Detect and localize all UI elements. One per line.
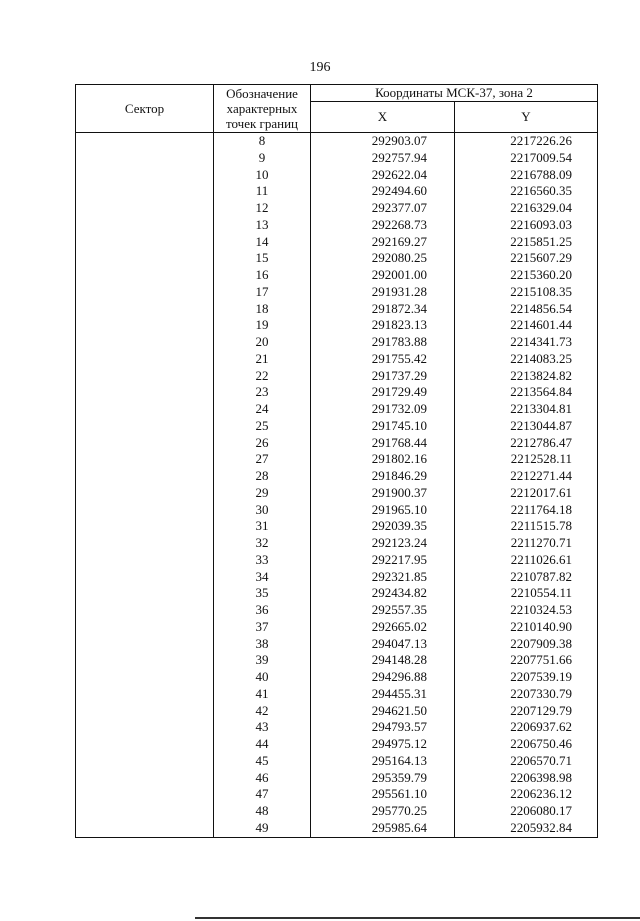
cell-y: 2216788.09 bbox=[455, 167, 598, 184]
cell-x: 291846.29 bbox=[311, 468, 455, 485]
table-row bbox=[76, 602, 598, 619]
table-row bbox=[76, 250, 598, 267]
cell-x: 291965.10 bbox=[311, 502, 455, 519]
header-x: X bbox=[311, 102, 455, 133]
cell-point: 11 bbox=[214, 183, 311, 200]
cell-point: 33 bbox=[214, 552, 311, 569]
cell-y: 2206750.46 bbox=[455, 736, 598, 753]
table-row bbox=[76, 384, 598, 401]
cell-point: 26 bbox=[214, 435, 311, 452]
cell-sector bbox=[76, 317, 214, 334]
table-row bbox=[76, 451, 598, 468]
cell-point: 46 bbox=[214, 770, 311, 787]
cell-sector bbox=[76, 518, 214, 535]
cell-point: 36 bbox=[214, 602, 311, 619]
cell-y: 2210140.90 bbox=[455, 619, 598, 636]
table-row bbox=[76, 686, 598, 703]
table-row bbox=[76, 284, 598, 301]
cell-y: 2215607.29 bbox=[455, 250, 598, 267]
cell-point: 29 bbox=[214, 485, 311, 502]
cell-point: 49 bbox=[214, 820, 311, 837]
table-row bbox=[76, 569, 598, 586]
cell-point: 16 bbox=[214, 267, 311, 284]
cell-y: 2207330.79 bbox=[455, 686, 598, 703]
cell-sector bbox=[76, 468, 214, 485]
cell-point: 8 bbox=[214, 133, 311, 150]
cell-x: 291931.28 bbox=[311, 284, 455, 301]
table-row bbox=[76, 703, 598, 720]
cell-sector bbox=[76, 150, 214, 167]
cell-point: 14 bbox=[214, 234, 311, 251]
cell-y: 2217009.54 bbox=[455, 150, 598, 167]
table-row bbox=[76, 636, 598, 653]
cell-y: 2211764.18 bbox=[455, 502, 598, 519]
table-row bbox=[76, 585, 598, 602]
scan-bottom-edge bbox=[195, 917, 640, 919]
cell-sector bbox=[76, 183, 214, 200]
cell-x: 294148.28 bbox=[311, 652, 455, 669]
cell-point: 48 bbox=[214, 803, 311, 820]
cell-point: 45 bbox=[214, 753, 311, 770]
cell-x: 294296.88 bbox=[311, 669, 455, 686]
cell-sector bbox=[76, 250, 214, 267]
cell-sector bbox=[76, 820, 214, 837]
cell-point: 12 bbox=[214, 200, 311, 217]
cell-sector bbox=[76, 703, 214, 720]
cell-sector bbox=[76, 786, 214, 803]
cell-point: 27 bbox=[214, 451, 311, 468]
cell-sector bbox=[76, 351, 214, 368]
table-row bbox=[76, 351, 598, 368]
cell-x: 294047.13 bbox=[311, 636, 455, 653]
cell-x: 294455.31 bbox=[311, 686, 455, 703]
cell-point: 44 bbox=[214, 736, 311, 753]
cell-sector bbox=[76, 803, 214, 820]
cell-y: 2214601.44 bbox=[455, 317, 598, 334]
table-row bbox=[76, 317, 598, 334]
table-row bbox=[76, 518, 598, 535]
cell-sector bbox=[76, 552, 214, 569]
cell-x: 292377.07 bbox=[311, 200, 455, 217]
cell-sector bbox=[76, 234, 214, 251]
table-row bbox=[76, 619, 598, 636]
cell-point: 39 bbox=[214, 652, 311, 669]
cell-x: 291755.42 bbox=[311, 351, 455, 368]
cell-point: 38 bbox=[214, 636, 311, 653]
cell-x: 292665.02 bbox=[311, 619, 455, 636]
cell-x: 292903.07 bbox=[311, 133, 455, 150]
cell-point: 32 bbox=[214, 535, 311, 552]
cell-y: 2213564.84 bbox=[455, 384, 598, 401]
table-row bbox=[76, 502, 598, 519]
table-header bbox=[76, 85, 598, 133]
cell-point: 24 bbox=[214, 401, 311, 418]
header-coordinates-group: Координаты МСК-37, зона 2 bbox=[311, 85, 598, 102]
cell-point: 9 bbox=[214, 150, 311, 167]
cell-sector bbox=[76, 301, 214, 318]
cell-x: 295561.10 bbox=[311, 786, 455, 803]
cell-y: 2206236.12 bbox=[455, 786, 598, 803]
cell-x: 291729.49 bbox=[311, 384, 455, 401]
cell-y: 2216093.03 bbox=[455, 217, 598, 234]
header-sector: Сектор bbox=[76, 85, 214, 133]
cell-y: 2211270.71 bbox=[455, 535, 598, 552]
cell-x: 295359.79 bbox=[311, 770, 455, 787]
cell-point: 40 bbox=[214, 669, 311, 686]
cell-x: 292622.04 bbox=[311, 167, 455, 184]
cell-y: 2210324.53 bbox=[455, 602, 598, 619]
cell-x: 291745.10 bbox=[311, 418, 455, 435]
cell-y: 2215108.35 bbox=[455, 284, 598, 301]
cell-x: 292217.95 bbox=[311, 552, 455, 569]
cell-x: 292001.00 bbox=[311, 267, 455, 284]
cell-y: 2206570.71 bbox=[455, 753, 598, 770]
cell-sector bbox=[76, 619, 214, 636]
cell-point: 47 bbox=[214, 786, 311, 803]
cell-sector bbox=[76, 636, 214, 653]
cell-sector bbox=[76, 435, 214, 452]
cell-sector bbox=[76, 451, 214, 468]
table-row bbox=[76, 200, 598, 217]
cell-sector bbox=[76, 736, 214, 753]
table-row bbox=[76, 652, 598, 669]
cell-point: 17 bbox=[214, 284, 311, 301]
cell-sector bbox=[76, 535, 214, 552]
table-row bbox=[76, 183, 598, 200]
cell-x: 295985.64 bbox=[311, 820, 455, 837]
cell-sector bbox=[76, 770, 214, 787]
cell-y: 2216560.35 bbox=[455, 183, 598, 200]
cell-point: 43 bbox=[214, 719, 311, 736]
cell-sector bbox=[76, 217, 214, 234]
table-row bbox=[76, 753, 598, 770]
cell-x: 292169.27 bbox=[311, 234, 455, 251]
cell-y: 2214341.73 bbox=[455, 334, 598, 351]
cell-sector bbox=[76, 418, 214, 435]
cell-y: 2212017.61 bbox=[455, 485, 598, 502]
table-row bbox=[76, 535, 598, 552]
cell-sector bbox=[76, 652, 214, 669]
table-row bbox=[76, 334, 598, 351]
table-row bbox=[76, 401, 598, 418]
cell-sector bbox=[76, 602, 214, 619]
cell-point: 10 bbox=[214, 167, 311, 184]
cell-point: 15 bbox=[214, 250, 311, 267]
cell-point: 25 bbox=[214, 418, 311, 435]
cell-y: 2212786.47 bbox=[455, 435, 598, 452]
cell-x: 294793.57 bbox=[311, 719, 455, 736]
table-row bbox=[76, 150, 598, 167]
table-row bbox=[76, 267, 598, 284]
cell-x: 292757.94 bbox=[311, 150, 455, 167]
cell-point: 19 bbox=[214, 317, 311, 334]
cell-sector bbox=[76, 368, 214, 385]
cell-sector bbox=[76, 585, 214, 602]
cell-point: 35 bbox=[214, 585, 311, 602]
cell-sector bbox=[76, 669, 214, 686]
cell-y: 2206398.98 bbox=[455, 770, 598, 787]
cell-y: 2213044.87 bbox=[455, 418, 598, 435]
table-row bbox=[76, 719, 598, 736]
cell-x: 295164.13 bbox=[311, 753, 455, 770]
header-point-designation: Обозначение характерных точек границ bbox=[214, 85, 311, 133]
cell-sector bbox=[76, 167, 214, 184]
table-row bbox=[76, 485, 598, 502]
cell-y: 2215360.20 bbox=[455, 267, 598, 284]
table-row bbox=[76, 770, 598, 787]
cell-y: 2217226.26 bbox=[455, 133, 598, 150]
cell-point: 34 bbox=[214, 569, 311, 586]
cell-x: 292268.73 bbox=[311, 217, 455, 234]
cell-y: 2212271.44 bbox=[455, 468, 598, 485]
table-row bbox=[76, 418, 598, 435]
cell-point: 37 bbox=[214, 619, 311, 636]
cell-sector bbox=[76, 401, 214, 418]
cell-sector bbox=[76, 753, 214, 770]
cell-y: 2207751.66 bbox=[455, 652, 598, 669]
page-number: 196 bbox=[309, 60, 331, 75]
cell-y: 2207129.79 bbox=[455, 703, 598, 720]
cell-point: 23 bbox=[214, 384, 311, 401]
cell-y: 2213824.82 bbox=[455, 368, 598, 385]
cell-sector bbox=[76, 719, 214, 736]
cell-y: 2215851.25 bbox=[455, 234, 598, 251]
cell-y: 2206937.62 bbox=[455, 719, 598, 736]
table-row bbox=[76, 234, 598, 251]
table-row bbox=[76, 301, 598, 318]
cell-sector bbox=[76, 569, 214, 586]
cell-y: 2211515.78 bbox=[455, 518, 598, 535]
cell-y: 2205932.84 bbox=[455, 820, 598, 837]
table-row bbox=[76, 133, 598, 150]
cell-point: 28 bbox=[214, 468, 311, 485]
cell-y: 2212528.11 bbox=[455, 451, 598, 468]
table-row bbox=[76, 736, 598, 753]
cell-y: 2206080.17 bbox=[455, 803, 598, 820]
table-row bbox=[76, 669, 598, 686]
table-row bbox=[76, 468, 598, 485]
cell-y: 2214856.54 bbox=[455, 301, 598, 318]
cell-y: 2210554.11 bbox=[455, 585, 598, 602]
cell-sector bbox=[76, 267, 214, 284]
cell-sector bbox=[76, 384, 214, 401]
coordinates-table bbox=[75, 84, 598, 838]
cell-sector bbox=[76, 200, 214, 217]
table-row bbox=[76, 820, 598, 837]
cell-x: 292080.25 bbox=[311, 250, 455, 267]
table-row bbox=[76, 435, 598, 452]
table-row bbox=[76, 368, 598, 385]
cell-y: 2207539.19 bbox=[455, 669, 598, 686]
cell-sector bbox=[76, 686, 214, 703]
cell-x: 291768.44 bbox=[311, 435, 455, 452]
cell-sector bbox=[76, 334, 214, 351]
cell-x: 291732.09 bbox=[311, 401, 455, 418]
header-y: Y bbox=[455, 102, 598, 133]
cell-point: 13 bbox=[214, 217, 311, 234]
cell-y: 2214083.25 bbox=[455, 351, 598, 368]
cell-x: 294621.50 bbox=[311, 703, 455, 720]
table-row bbox=[76, 786, 598, 803]
cell-y: 2216329.04 bbox=[455, 200, 598, 217]
table-row bbox=[76, 552, 598, 569]
cell-y: 2207909.38 bbox=[455, 636, 598, 653]
cell-sector bbox=[76, 502, 214, 519]
cell-x: 294975.12 bbox=[311, 736, 455, 753]
cell-point: 20 bbox=[214, 334, 311, 351]
table-row bbox=[76, 217, 598, 234]
cell-x: 295770.25 bbox=[311, 803, 455, 820]
cell-x: 292557.35 bbox=[311, 602, 455, 619]
cell-x: 291783.88 bbox=[311, 334, 455, 351]
cell-sector bbox=[76, 133, 214, 150]
cell-point: 21 bbox=[214, 351, 311, 368]
cell-x: 291823.13 bbox=[311, 317, 455, 334]
cell-x: 291802.16 bbox=[311, 451, 455, 468]
cell-y: 2211026.61 bbox=[455, 552, 598, 569]
cell-point: 42 bbox=[214, 703, 311, 720]
cell-x: 291900.37 bbox=[311, 485, 455, 502]
cell-point: 30 bbox=[214, 502, 311, 519]
cell-x: 292039.35 bbox=[311, 518, 455, 535]
cell-y: 2213304.81 bbox=[455, 401, 598, 418]
cell-point: 22 bbox=[214, 368, 311, 385]
cell-y: 2210787.82 bbox=[455, 569, 598, 586]
cell-sector bbox=[76, 284, 214, 301]
cell-point: 41 bbox=[214, 686, 311, 703]
cell-point: 31 bbox=[214, 518, 311, 535]
cell-sector bbox=[76, 485, 214, 502]
table-row bbox=[76, 803, 598, 820]
table-row bbox=[76, 167, 598, 184]
table-body bbox=[76, 133, 598, 838]
cell-x: 291737.29 bbox=[311, 368, 455, 385]
cell-x: 292321.85 bbox=[311, 569, 455, 586]
cell-x: 291872.34 bbox=[311, 301, 455, 318]
cell-x: 292123.24 bbox=[311, 535, 455, 552]
cell-x: 292494.60 bbox=[311, 183, 455, 200]
cell-point: 18 bbox=[214, 301, 311, 318]
cell-x: 292434.82 bbox=[311, 585, 455, 602]
